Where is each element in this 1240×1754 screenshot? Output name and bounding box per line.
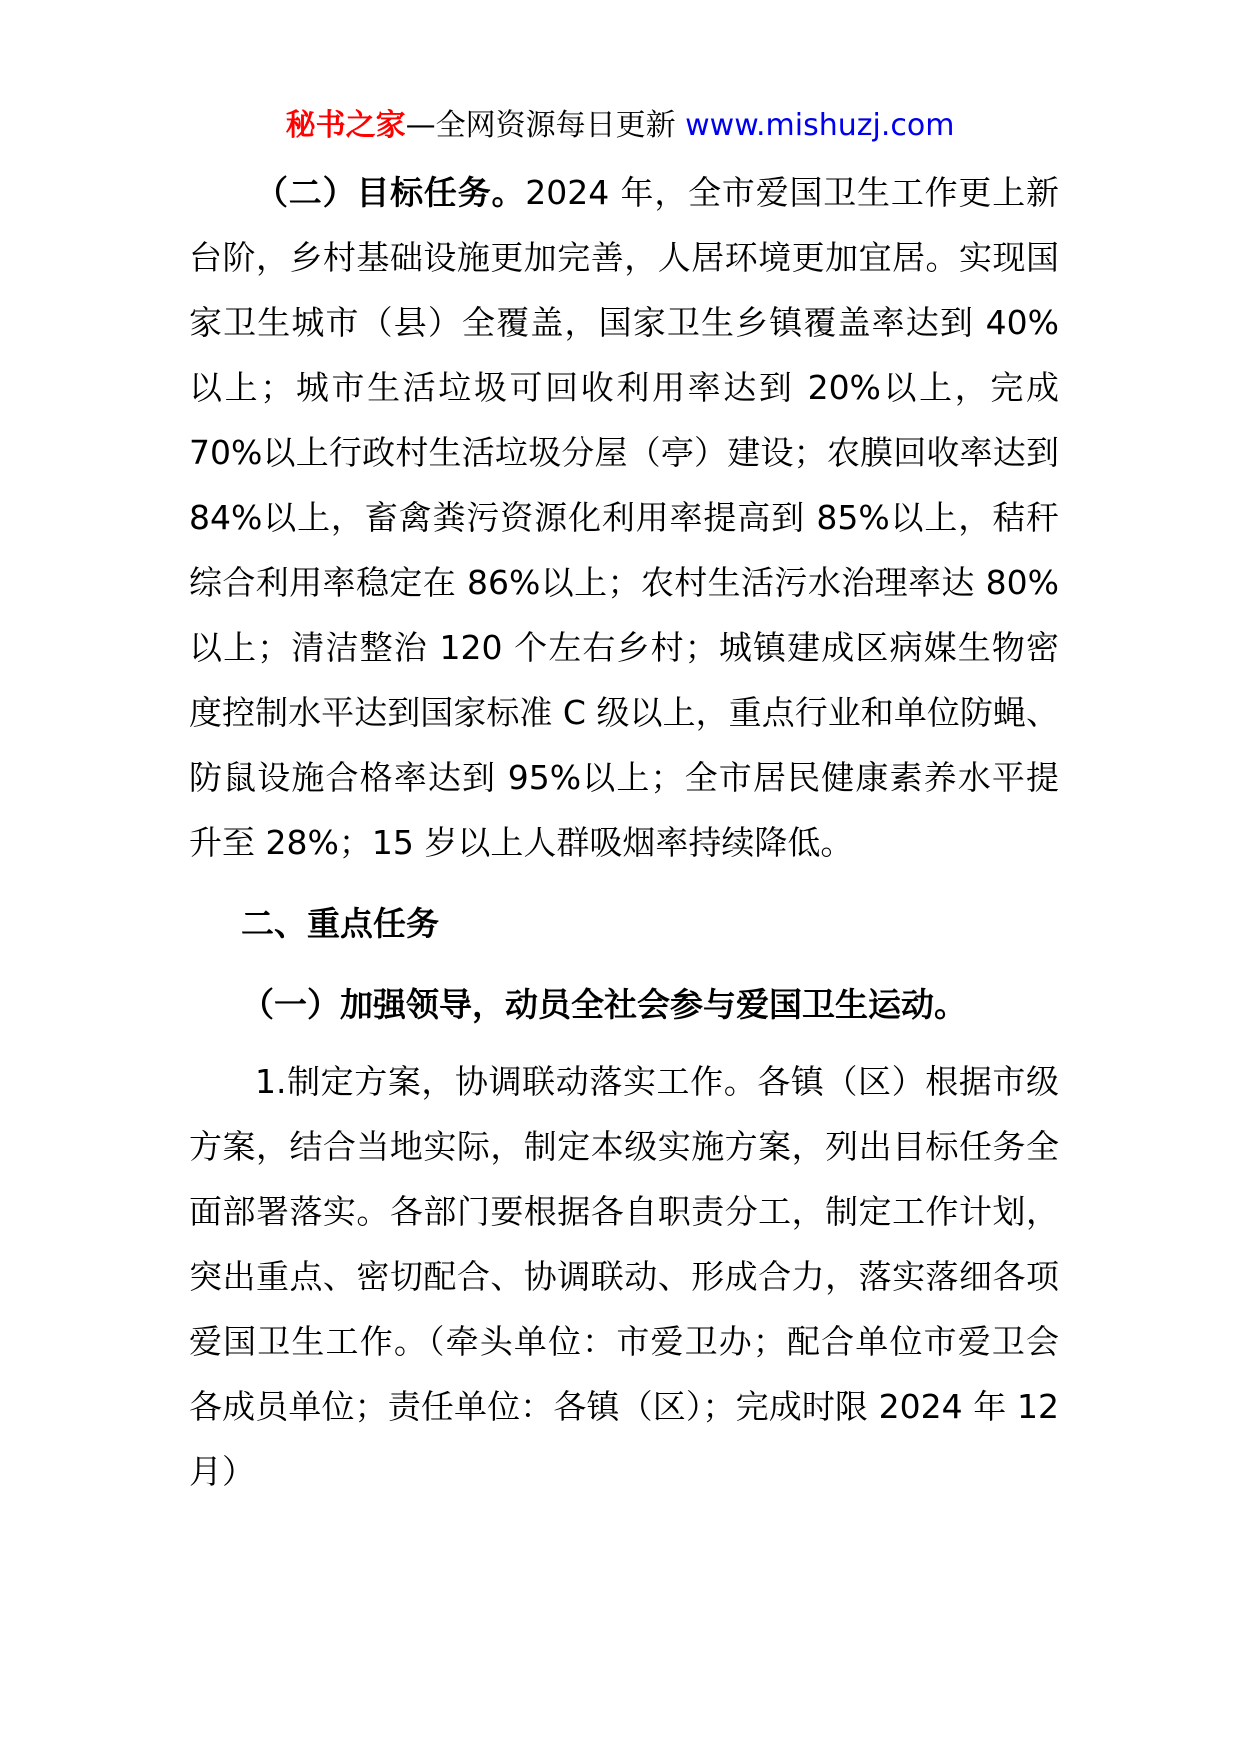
item1-paragraph: 1.制定方案，协调联动落实工作。各镇（区）根据市级方案，结合当地实际，制定本级实施方案，列出目标任务全面部署落实。各部门要根据各自职责分工，制定工作计划，突出重点、密切配合、协调联动、形成合力，落实落细各项爱国卫生工作。（牵头单位：市爱卫办；配合单位市爱卫会各成员单位；责任单位：各镇（区）；完成时限 2024 年 12 月） (189, 1062, 1059, 1491)
goals-paragraph (189, 160, 1059, 875)
sub1-heading: （一）加强领导，动员全社会参与爱国卫生运动。 (241, 985, 967, 1024)
site-header (0, 104, 1240, 148)
site-brand: 秘书之家 (285, 108, 406, 143)
goals-lead: （二）目标任务。 (255, 173, 526, 212)
goals-text: 2024 年，全市爱国卫生工作更上新台阶，乡村基础设施更加完善，人居环境更加宜居。实现国家卫生城市（县）全覆盖，国家卫生乡镇覆盖率达到 40%以上；城市生活垃圾可回收利用率达到 20%以上，完成 70%以上行政村生活垃圾分屋（亭）建设；农膜回收率达到 84%以上，畜禽粪污资源化利用率提高到 85%以上，秸秆综合利用率稳定在 86%以上；农村生活污水治理率达 80%以上；清洁整治 120 个左右乡村；城镇建成区病媒生物密度控制水平达到国家标准 C 级以上，重点行业和单位防蝇、防鼠设施合格率达到 95%以上；全市居民健康素养水平提升至 28%；15 岁以上人群吸烟率持续降低。 (189, 173, 1059, 862)
key-tasks-heading: 二、重点任务 (241, 904, 439, 943)
document-body (189, 160, 1059, 1504)
site-tagline: —全网资源每日更新 (405, 108, 686, 143)
site-url-link[interactable]: www.mishuzj.com (685, 108, 955, 143)
